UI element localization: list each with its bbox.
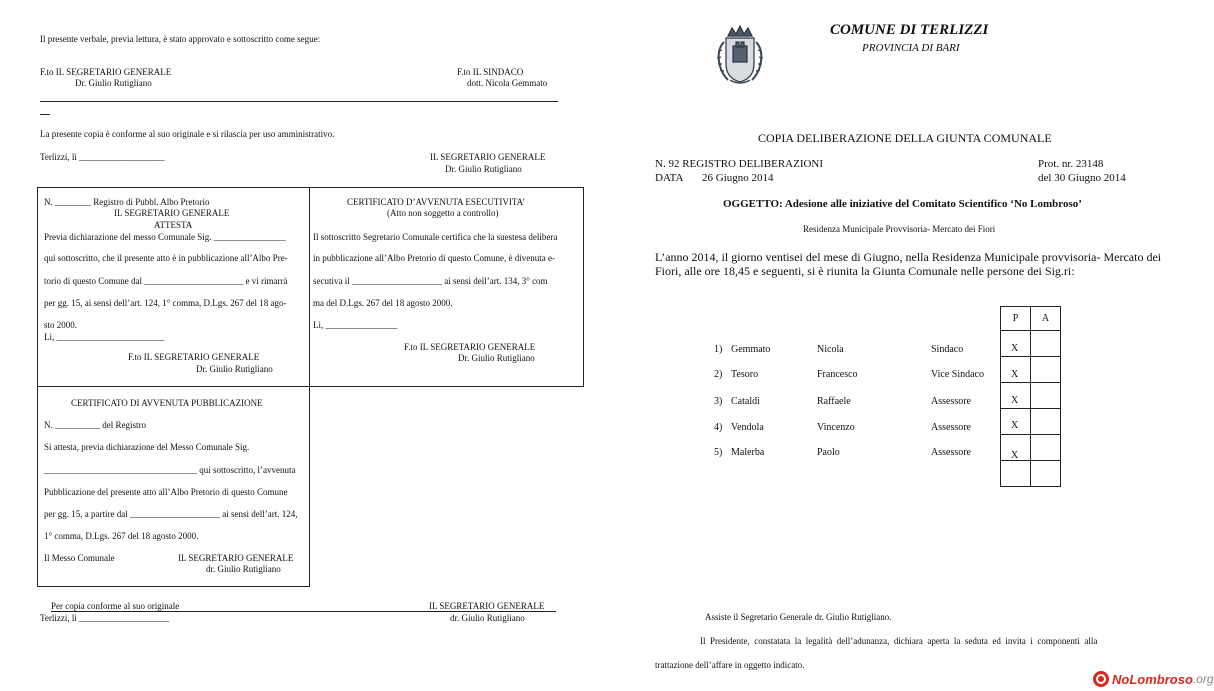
albo-title: IL SEGRETARIO GENERALE [114, 208, 230, 218]
member-role: Vice Sindaco [931, 369, 984, 380]
albo-line-1: Previa dichiarazione del messo Comunale Sig. ________________ [44, 232, 286, 242]
member-surname: Tesoro [731, 369, 759, 380]
member-role: Assessore [931, 447, 971, 458]
nolombroso-watermark[interactable] [1093, 670, 1214, 688]
presidente-line-1: Il Presidente, constatata la legalità dell’adunanza, dichiara aperta la seduta ed invita i componenti alla [700, 636, 1098, 646]
box-top-border [37, 187, 584, 188]
column-p-label: P [1012, 313, 1019, 324]
intro-paragraph-line-2: Fiori, alle ore 18,45 e seguenti, si è riunita la Giunta Comunale nelle persone dei Sig.ri: [655, 264, 1075, 278]
a-cell [1030, 382, 1061, 409]
member-present-mark: X [1011, 420, 1019, 431]
residenza-line: Residenza Municipale Provvisoria- Mercato dei Fiori [803, 224, 996, 234]
registro-line: N. 92 REGISTRO DELIBERAZIONI [655, 158, 824, 170]
albo-register-line: N. ________ Registro di Pubbl. Albo Pretorio [44, 197, 210, 207]
member-name: Francesco [817, 369, 858, 380]
member-number: 1) [714, 344, 723, 355]
a-cell [1030, 356, 1061, 383]
member-present-mark: X [1011, 369, 1019, 380]
exec-line-2: in pubblicazione all’Albo Pretorio di questo Comune, è divenuta e- [313, 253, 555, 263]
albo-line-3: torio di questo Comune dal ______________________ e vi rimarrà [44, 276, 288, 286]
box-left-border [37, 187, 38, 587]
place-date: Terlizzi, lì ___________________ [40, 152, 165, 162]
pub-line-5: per gg. 15, a partire dal ____________________ ai sensi dell’art. 124, [44, 509, 298, 519]
a-cell [1030, 434, 1061, 461]
member-number: 4) [714, 422, 723, 433]
member-surname: Cataldi [731, 396, 760, 407]
member-surname: Malerba [731, 447, 765, 458]
member-name: Nicola [817, 344, 844, 355]
exec-line-4: ma del D.Lgs. 267 del 18 agosto 2000. [313, 298, 453, 308]
pub-line-1: N. __________ del Registro [44, 420, 146, 430]
pub-line-4: Pubblicazione del presente atto all’Albo Pretorio di questo Comune [44, 487, 288, 497]
pub-messo: Il Messo Comunale [44, 553, 115, 563]
member-name: Vincenzo [817, 422, 855, 433]
watermark-suffix: .org [1192, 672, 1214, 686]
member-present-mark: X [1011, 343, 1019, 354]
exec-name: Dr. Giulio Rutigliano [458, 353, 535, 363]
fto-mayor-label: F.to IL SINDACO [457, 67, 524, 77]
member-number: 2) [714, 369, 723, 380]
secretary-name: Dr. Giulio Rutigliano [445, 164, 522, 174]
albo-attesta: ATTESTA [154, 220, 193, 230]
pub-line-2: Si attesta, previa dichiarazione del Messo Comunale Sig. [44, 442, 250, 452]
member-role: Sindaco [931, 344, 964, 355]
table-header-p [1000, 306, 1031, 331]
albo-li: Lì, ________________________ [44, 332, 165, 342]
signature-rule [40, 101, 558, 102]
member-surname: Vendola [731, 422, 764, 433]
pub-name: dr. Giulio Rutigliano [206, 564, 281, 574]
exec-fto: F.to IL SEGRETARIO GENERALE [404, 342, 536, 352]
exec-line-3: secutiva il ____________________ ai sensi dell’art. 134, 3° com [313, 276, 548, 286]
pub-line-6: 1° comma, D.Lgs. 267 del 18 agosto 2000. [44, 531, 199, 541]
member-name: Raffaele [817, 396, 851, 407]
albo-fto: F.to IL SEGRETARIO GENERALE [128, 352, 260, 362]
member-present-mark: X [1011, 395, 1019, 406]
member-number: 5) [714, 447, 723, 458]
data-value: 26 Giugno 2014 [702, 172, 774, 184]
provincia-subtitle: PROVINCIA DI BARI [862, 42, 960, 54]
fto-mayor-name: dott. Nicola Gemmato [467, 78, 548, 88]
exec-subtitle: (Atto non soggetto a controllo) [387, 208, 499, 218]
table-header-a [1030, 306, 1061, 331]
member-role: Assessore [931, 422, 971, 433]
assiste-line: Assiste il Segretario Generale dr. Giulio Rutigliano. [705, 612, 892, 622]
albo-line-5: sto 2000. [44, 320, 78, 330]
footer-secretary: IL SEGRETARIO GENERALE [429, 601, 545, 611]
watermark-badge-icon [1093, 671, 1109, 687]
box-bottom-border [37, 586, 310, 587]
fto-secretary-name: Dr. Giulio Rutigliano [75, 78, 152, 88]
column-a-label: A [1041, 313, 1050, 324]
protocol-date: del 30 Giugno 2014 [1038, 172, 1126, 184]
document-title: COPIA DELIBERAZIONE DELLA GIUNTA COMUNALE [758, 131, 1052, 145]
intro-paragraph-line-1: L’anno 2014, il giorno ventisei del mese di Giugno, nella Residenza Municipale provvisoria- Mercato dei [655, 250, 1162, 264]
albo-line-4: per gg. 15, ai sensi dell’art. 124, 1° comma, D.Lgs. 267 del 18 ago- [44, 298, 287, 308]
data-label: DATA [655, 172, 684, 184]
copy-conformity-text: La presente copia è conforme al suo originale e si rilascia per uso amministrativo. [40, 129, 335, 139]
a-cell [1030, 330, 1061, 357]
footer-copy: Per copia conforme al suo originale [51, 601, 180, 611]
secretary-label: IL SEGRETARIO GENERALE [430, 152, 546, 162]
watermark-main: Lombroso [1129, 671, 1193, 687]
presidente-line-2: trattazione dell’affare in oggetto indicato. [655, 660, 805, 670]
coat-of-arms-logo [712, 22, 768, 86]
box-mid-border [37, 386, 584, 387]
exec-title: CERTIFICATO D’AVVENUTA ESECUTIVITA’ [347, 197, 526, 207]
footer-name: dr. Giulio Rutigliano [450, 613, 525, 623]
member-present-mark: X [1011, 450, 1019, 461]
p-cell [1000, 460, 1031, 487]
footer-place: Terlizzi, lì ____________________ [40, 613, 170, 623]
protocol-number: Prot. nr. 23148 [1038, 158, 1104, 170]
pub-secretary: IL SEGRETARIO GENERALE [178, 553, 294, 563]
signature-rule-tail [40, 114, 50, 115]
footer-rule [51, 611, 556, 612]
box-middle-border [309, 187, 310, 587]
box-right-border [583, 187, 584, 387]
a-cell [1030, 460, 1061, 487]
intro-text: Il presente verbale, previa lettura, è stato approvato e sottoscritto come segue: [40, 34, 321, 44]
member-role: Assessore [931, 396, 971, 407]
oggetto-line: OGGETTO: Adesione alle iniziative del Comitato Scientifico ‘No Lombroso’ [723, 198, 1082, 210]
member-surname: Gemmato [731, 344, 771, 355]
a-cell [1030, 408, 1061, 435]
pub-title: CERTIFICATO DI AVVENUTA PUBBLICAZIONE [71, 398, 263, 408]
albo-line-2: qui sottoscritto, che il presente atto è in pubblicazione all’Albo Pre- [44, 253, 288, 263]
exec-line-1: Il sottoscritto Segretario Comunale certifica che la suestesa delibera [313, 232, 558, 242]
fto-secretary-label: F.to IL SEGRETARIO GENERALE [40, 67, 172, 77]
member-number: 3) [714, 396, 723, 407]
albo-name: Dr. Giulio Rutigliano [196, 364, 273, 374]
exec-li: Lì, ________________ [313, 320, 398, 330]
member-name: Paolo [817, 447, 840, 458]
pub-line-3: __________________________________ qui sottoscritto, l’avvenuta [44, 465, 296, 475]
comune-title: COMUNE DI TERLIZZI [830, 22, 989, 38]
watermark-prefix: No [1112, 671, 1130, 687]
